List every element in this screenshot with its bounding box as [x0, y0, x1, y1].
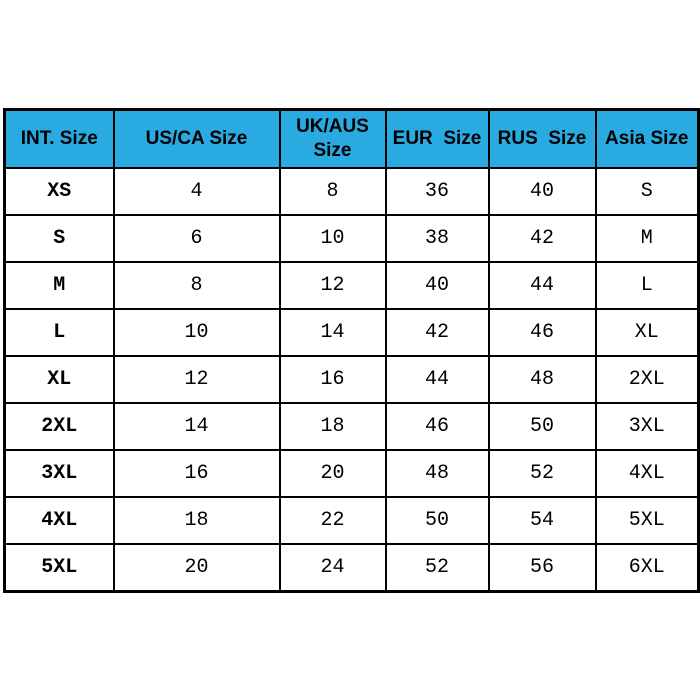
header-row: [5, 110, 699, 169]
column-header: INT. Size: [5, 110, 114, 169]
size-chart-table: [3, 108, 700, 593]
table-cell: 22: [280, 497, 386, 544]
table-cell: 44: [489, 262, 596, 309]
table-row: [5, 403, 699, 450]
column-header: US/CA Size: [114, 110, 280, 169]
table-cell: 40: [489, 168, 596, 215]
table-cell: 46: [489, 309, 596, 356]
table-row: [5, 168, 699, 215]
table-cell: 18: [114, 497, 280, 544]
table-cell: S: [596, 168, 699, 215]
table-row: [5, 309, 699, 356]
row-label-cell: 3XL: [5, 450, 114, 497]
table-cell: 16: [114, 450, 280, 497]
row-label-cell: XS: [5, 168, 114, 215]
table-cell: 4: [114, 168, 280, 215]
table-cell: M: [596, 215, 699, 262]
table-cell: 8: [114, 262, 280, 309]
row-label-cell: 5XL: [5, 544, 114, 592]
table-body: [5, 168, 699, 592]
table-cell: 2XL: [596, 356, 699, 403]
table-cell: 18: [280, 403, 386, 450]
table-cell: 52: [386, 544, 489, 592]
table-cell: 4XL: [596, 450, 699, 497]
table-cell: 42: [489, 215, 596, 262]
row-label-cell: 4XL: [5, 497, 114, 544]
row-label-cell: M: [5, 262, 114, 309]
table-cell: 38: [386, 215, 489, 262]
table-cell: 48: [489, 356, 596, 403]
table-row: [5, 356, 699, 403]
table-row: [5, 450, 699, 497]
table-row: [5, 262, 699, 309]
table-cell: 20: [114, 544, 280, 592]
table-cell: 14: [280, 309, 386, 356]
column-header: Asia Size: [596, 110, 699, 169]
table-cell: 54: [489, 497, 596, 544]
table-cell: 48: [386, 450, 489, 497]
table-cell: 6XL: [596, 544, 699, 592]
table-cell: 50: [386, 497, 489, 544]
table-cell: 20: [280, 450, 386, 497]
table-cell: 6: [114, 215, 280, 262]
table-cell: 50: [489, 403, 596, 450]
table-row: [5, 497, 699, 544]
table-cell: 36: [386, 168, 489, 215]
row-label-cell: S: [5, 215, 114, 262]
row-label-cell: 2XL: [5, 403, 114, 450]
table-cell: 10: [280, 215, 386, 262]
table-cell: 52: [489, 450, 596, 497]
table-row: [5, 544, 699, 592]
table-cell: 40: [386, 262, 489, 309]
table-cell: 56: [489, 544, 596, 592]
table-cell: 12: [114, 356, 280, 403]
table-cell: 12: [280, 262, 386, 309]
column-header: RUS Size: [489, 110, 596, 169]
table-cell: 5XL: [596, 497, 699, 544]
row-label-cell: L: [5, 309, 114, 356]
table-cell: 14: [114, 403, 280, 450]
table-row: [5, 215, 699, 262]
table-cell: 44: [386, 356, 489, 403]
table-cell: 24: [280, 544, 386, 592]
table-cell: 16: [280, 356, 386, 403]
column-header: UK/AUS Size: [280, 110, 386, 169]
table-cell: 42: [386, 309, 489, 356]
row-label-cell: XL: [5, 356, 114, 403]
table-cell: 46: [386, 403, 489, 450]
table-cell: 3XL: [596, 403, 699, 450]
column-header: EUR Size: [386, 110, 489, 169]
table-cell: 10: [114, 309, 280, 356]
table-cell: 8: [280, 168, 386, 215]
table-cell: XL: [596, 309, 699, 356]
table-cell: L: [596, 262, 699, 309]
